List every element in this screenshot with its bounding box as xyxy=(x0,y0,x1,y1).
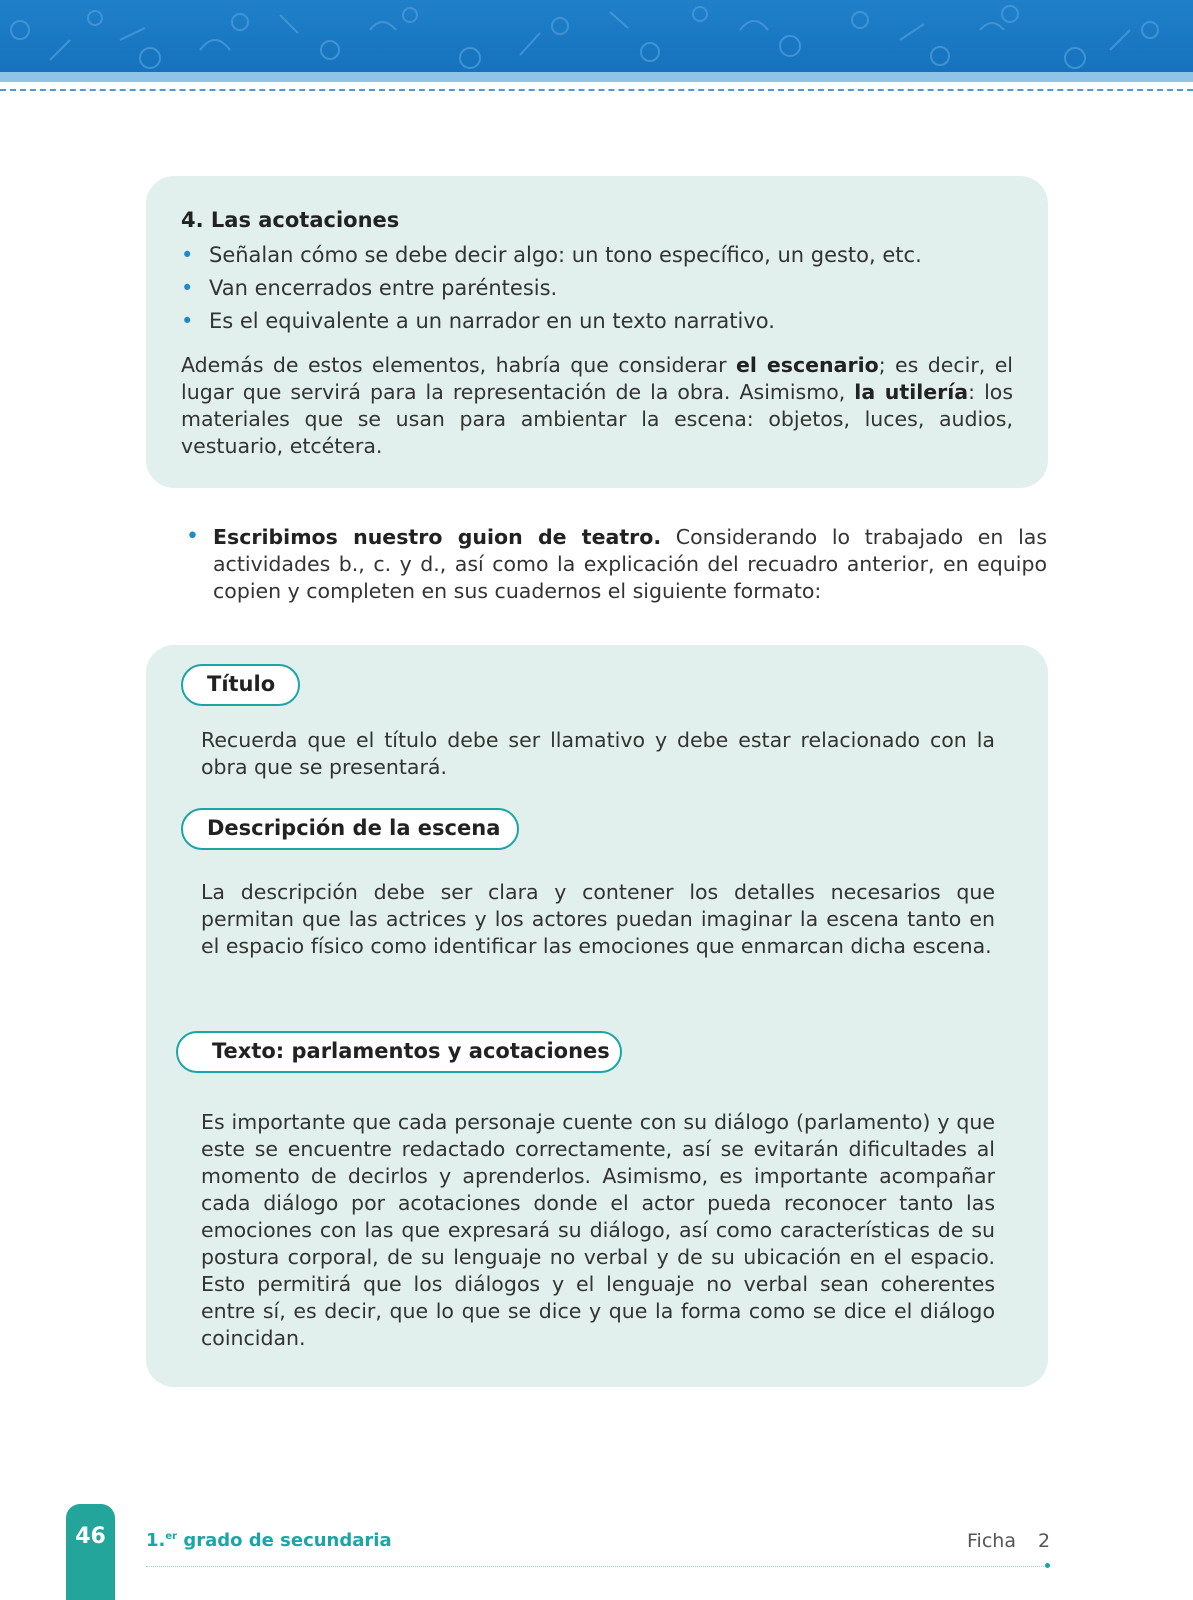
grade-label: 1.$^{er}$ grado de secundaria xyxy=(146,1530,392,1551)
footer-dotted-line xyxy=(146,1566,1048,1567)
escena-description: La descripción debe ser clara y contener los detalles necesarios que permitan que las actrices y los actores puedan imaginar la escena tanto en el espacio físico como identificar las emociones que enmarcan dicha escena. xyxy=(201,880,995,958)
texto-description: Es importante que cada personaje cuente con su diálogo (parlamento) y que este se encuentre redactado correctamente, así se evitarán dificultades al momento de decirlos y aprenderlos. Asimismo, es importante acompañar cada diálogo por acotaciones donde el actor pueda reconocer tanto las emociones con las que expresará su diálogo, así como características de su postura corporal, de su lenguaje no verbal y de su ubicación en el espacio. Esto permitirá que los diálogos y el lenguaje no verbal sean coherentes entre sí, es decir, que lo que se dice y que la forma como se dice el diálogo coincidan. xyxy=(201,1110,995,1350)
titulo-label-pill: Título xyxy=(181,664,300,706)
footer-dot-icon xyxy=(1045,1563,1050,1568)
list-item: • Señalan cómo se debe decir algo: un tono específico, un gesto, etc. xyxy=(181,243,922,267)
bullet-dot-icon: • xyxy=(181,243,194,267)
ficha-number: 2 xyxy=(1038,1530,1051,1552)
list-item: • Es el equivalente a un narrador en un texto narrativo. xyxy=(181,309,775,333)
escena-label-pill: Descripción de la escena xyxy=(181,808,519,850)
bullet-dot-icon: • xyxy=(186,524,199,549)
ficha-label: Ficha xyxy=(967,1530,1016,1552)
page-number: 46 xyxy=(75,1524,106,1549)
header-band xyxy=(0,0,1193,72)
list-item: • Van encerrados entre paréntesis. xyxy=(181,276,558,300)
header-dashed-divider xyxy=(0,89,1193,91)
page-number-tab xyxy=(66,1504,115,1600)
titulo-description: Recuerda que el título debe ser llamativo y debe estar relacionado con la obra que se presentará. xyxy=(201,728,995,779)
header-light-strip xyxy=(0,72,1193,82)
instruction-paragraph: Escribimos nuestro guion de teatro. Considerando lo trabajado en las actividades b., c. y d., así como la explicación del recuadro anterior, en equipo copien y completen en sus cuadernos el siguiente formato: xyxy=(213,525,1048,603)
bullet-dot-icon: • xyxy=(181,276,194,300)
elements-paragraph: Además de estos elementos, habría que considerar el escenario; es decir, el lugar que servirá para la representación de la obra. Asimismo, la utilería: los materiales que se usan para ambientar la escena: objetos, luces, audios, vestuario, etcétera. xyxy=(181,353,1013,458)
section-title: 4. Las acotaciones xyxy=(181,208,400,232)
header-doodle-pattern xyxy=(0,0,1193,72)
bullet-dot-icon: • xyxy=(181,309,194,333)
texto-label-pill: Texto: parlamentos y acotaciones xyxy=(176,1031,622,1073)
